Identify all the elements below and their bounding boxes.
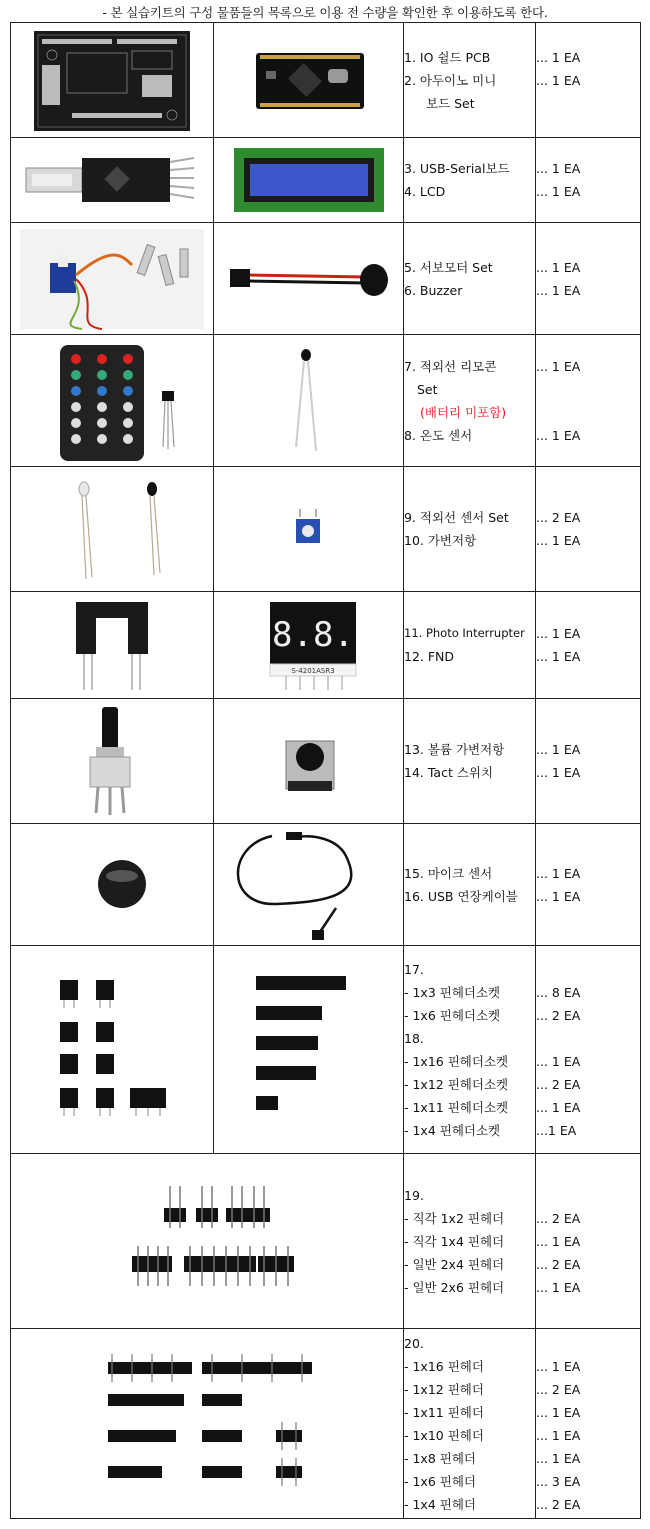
item-qtys-15-16 (536, 824, 641, 946)
item-names-5-6 (404, 223, 536, 335)
item-name: 7. 적외선 리모콘 (404, 358, 497, 374)
item-qty: ... 1 EA (536, 184, 581, 199)
item-name: - 직각 1x4 핀헤더 (404, 1233, 505, 1249)
item-qty: ... 1 EA (536, 865, 581, 881)
item-names-15-16 (404, 824, 536, 946)
item-name: 9. 적외선 센서 Set (404, 510, 509, 525)
item-qtys-19 (536, 1154, 641, 1329)
item-qty: ... 1 EA (536, 161, 581, 176)
item-names-19 (404, 1154, 536, 1329)
item-names-17-18 (404, 946, 536, 1154)
item-qtys-9-10 (536, 467, 641, 592)
photo-usb-serial-board (11, 138, 214, 223)
photo-photo-interrupter (11, 592, 214, 699)
photo-header-sockets-long (214, 946, 404, 1154)
photo-io-shield-pcb (11, 23, 214, 138)
item-name: 2. 아두이노 미니 (404, 72, 497, 88)
item-name: 18. (404, 1030, 424, 1046)
item-qty: ... 1 EA (536, 1358, 581, 1374)
item-name: - 1x12 핀헤더소켓 (404, 1076, 509, 1092)
item-names-11-12 (404, 592, 536, 699)
item-qty: ... 2 EA (536, 1381, 581, 1397)
item-names-13-14 (404, 699, 536, 824)
item-name: - 1x11 핀헤더 (404, 1404, 484, 1420)
item-name: - 1x3 핀헤더소켓 (404, 984, 501, 1000)
item-qty (536, 1027, 640, 1050)
item-name: - 1x16 핀헤더 (404, 1358, 484, 1374)
photo-microphone-sensor (11, 824, 214, 946)
photo-usb-extension-cable (214, 824, 404, 946)
item-qty: ... 1 EA (536, 742, 581, 757)
item-qty: ... 1 EA (536, 358, 581, 374)
photo-ir-sensor-set (11, 467, 214, 592)
item-qty: ... 8 EA (536, 984, 581, 1000)
item-name: Set (417, 381, 438, 397)
table-row (11, 467, 641, 592)
item-qtys-17-18 (536, 946, 641, 1154)
table-row (11, 699, 641, 824)
item-qty: ... 1 EA (536, 72, 581, 88)
item-name: 15. 마이크 센서 (404, 865, 493, 881)
item-name: 보드 Set (426, 95, 475, 111)
item-qtys-13-14 (536, 699, 641, 824)
item-qty: ... 2 EA (536, 1496, 581, 1512)
item-qty: ... 1 EA (536, 533, 581, 548)
item-name: - 1x4 핀헤더소켓 (404, 1122, 501, 1138)
item-name: - 1x16 핀헤더소켓 (404, 1053, 509, 1069)
item-name: - 1x4 핀헤더 (404, 1496, 476, 1512)
photo-pin-headers-straight (11, 1329, 404, 1519)
table-row (11, 23, 641, 138)
item-qty: ... 1 EA (536, 427, 581, 443)
intro-note: - 본 실습키트의 구성 물품들의 목록으로 이용 전 수량을 확인한 후 이용하도록 한다. (102, 5, 548, 20)
item-qty: ... 3 EA (536, 1473, 581, 1489)
item-qty: ... 1 EA (536, 1427, 581, 1443)
item-qtys-20 (536, 1329, 641, 1519)
item-name: 4. LCD (404, 184, 446, 199)
item-name: 16. USB 연장케이블 (404, 888, 518, 904)
item-qty: ... 1 EA (536, 1053, 581, 1069)
photo-tact-switch (214, 699, 404, 824)
fnd-digits: 8.8. (271, 615, 354, 655)
item-name: - 일반 2x6 핀헤더 (404, 1279, 505, 1295)
item-qty: ... 1 EA (536, 626, 581, 641)
battery-not-included-note: (배터리 미포함) (420, 404, 507, 420)
item-name: - 1x8 핀헤더 (404, 1450, 476, 1466)
item-qtys-7-8 (536, 335, 641, 467)
item-qty (536, 1184, 640, 1207)
kit-component-table (10, 22, 641, 1519)
table-row (11, 946, 641, 1154)
item-name: - 직각 1x2 핀헤더 (404, 1210, 505, 1226)
item-name: 20. (404, 1335, 424, 1351)
item-name: 11. Photo Interrupter (404, 626, 525, 640)
table-row (11, 824, 641, 946)
photo-servo-motor-set (11, 223, 214, 335)
item-qty: ... 1 EA (536, 49, 581, 65)
photo-temperature-sensor (214, 335, 404, 467)
item-name: - 1x6 핀헤더소켓 (404, 1007, 501, 1023)
item-names-7-8 (404, 335, 536, 467)
item-qty: ... 1 EA (536, 1404, 581, 1420)
item-qty: ... 1 EA (536, 282, 581, 298)
item-qtys-3-4 (536, 138, 641, 223)
item-qty: ... 2 EA (536, 1007, 581, 1023)
photo-pin-headers-angled (11, 1154, 404, 1329)
fnd-part-label: S-4201ASR3 (290, 667, 335, 675)
item-names-20 (404, 1329, 536, 1519)
item-name: 10. 가변저항 (404, 533, 477, 548)
item-names-3-4 (404, 138, 536, 223)
photo-header-sockets-small (11, 946, 214, 1154)
item-qty: ... 1 EA (536, 649, 581, 664)
item-qty: ... 2 EA (536, 1076, 581, 1092)
item-qty: ... 1 EA (536, 1233, 581, 1249)
photo-ir-remote-set (11, 335, 214, 467)
item-name: 13. 볼륨 가변저항 (404, 742, 505, 757)
table-row (11, 1154, 641, 1329)
item-names-9-10 (404, 467, 536, 592)
item-name: 12. FND (404, 649, 455, 664)
item-qty: ... 1 EA (536, 888, 581, 904)
item-name: - 일반 2x4 핀헤더 (404, 1256, 505, 1272)
item-qty: ... 1 EA (536, 1279, 581, 1295)
item-qty: ... 1 EA (536, 1099, 581, 1115)
item-qty: ... 2 EA (536, 510, 581, 525)
item-qtys-11-12 (536, 592, 641, 699)
item-name: 17. (404, 961, 424, 977)
item-name: - 1x10 핀헤더 (404, 1427, 484, 1443)
item-qty (536, 401, 640, 424)
table-row (11, 1329, 641, 1519)
table-row (11, 223, 641, 335)
item-name: 1. IO 쉴드 PCB (404, 49, 491, 65)
item-qty (536, 1332, 640, 1355)
item-name: - 1x6 핀헤더 (404, 1473, 476, 1489)
item-qty (536, 378, 640, 401)
table-row (11, 592, 641, 699)
photo-fnd-display (214, 592, 404, 699)
table-row (11, 138, 641, 223)
item-qty: ...1 EA (536, 1122, 577, 1138)
item-qtys-5-6 (536, 223, 641, 335)
item-name: - 1x11 핀헤더소켓 (404, 1099, 509, 1115)
table-row (11, 335, 641, 467)
item-name: 19. (404, 1187, 424, 1203)
item-names-1-2 (404, 23, 536, 138)
item-name: 8. 온도 센서 (404, 427, 473, 443)
photo-lcd-module (214, 138, 404, 223)
photo-arduino-mini-board (214, 23, 404, 138)
item-qty: ... 1 EA (536, 1450, 581, 1466)
item-name: - 1x12 핀헤더 (404, 1381, 484, 1397)
photo-volume-potentiometer (11, 699, 214, 824)
photo-variable-resistor (214, 467, 404, 592)
item-qty: ... 2 EA (536, 1256, 581, 1272)
item-qty: ... 1 EA (536, 765, 581, 780)
item-qty (536, 958, 640, 981)
item-qtys-1-2 (536, 23, 641, 138)
item-qty: ... 1 EA (536, 259, 581, 275)
item-name: 14. Tact 스위치 (404, 765, 494, 780)
item-name: 5. 서보모터 Set (404, 259, 493, 275)
item-qty (536, 92, 640, 115)
item-name: 3. USB-Serial보드 (404, 161, 510, 176)
photo-buzzer (214, 223, 404, 335)
item-qty: ... 2 EA (536, 1210, 581, 1226)
item-name: 6. Buzzer (404, 282, 463, 298)
